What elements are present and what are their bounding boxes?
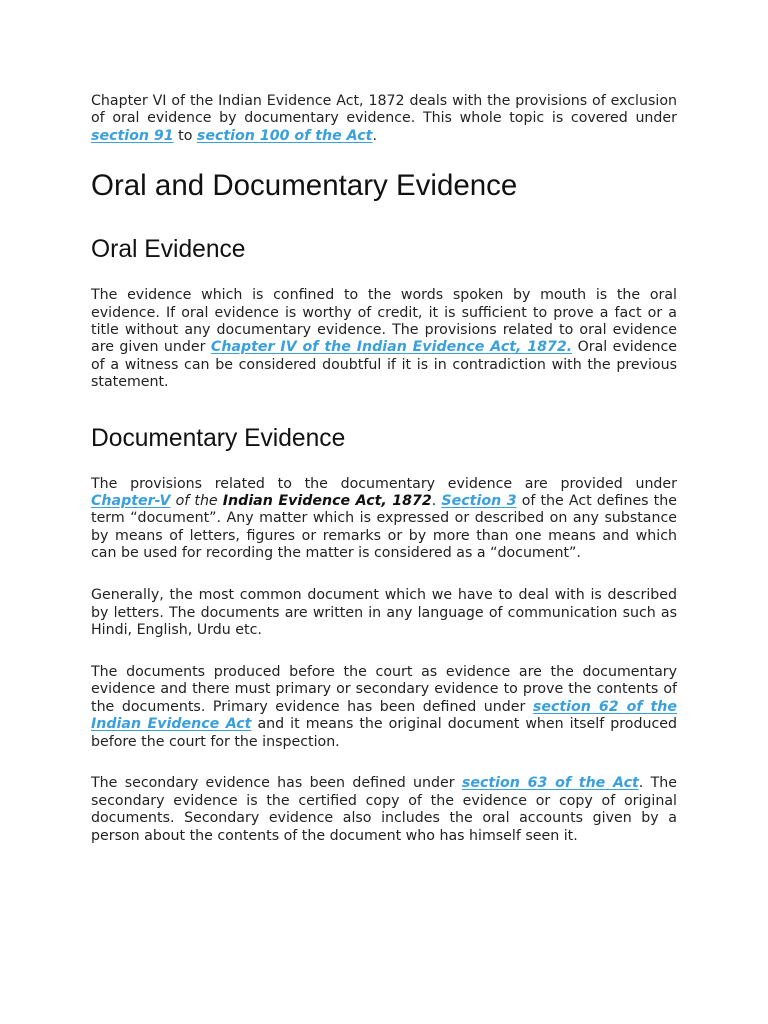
section-63-link[interactable]: section 63 of the Act — [461, 775, 639, 792]
doc-text: . The secondary evidence is the certified copy of the evidence or copy of original documents. Secondary evidence also includes the oral accounts given by a person about the contents of the document who has himself seen it. — [91, 775, 677, 844]
documentary-paragraph-1 — [91, 476, 677, 563]
oral-text: Oral evidence of a witness can be considered doubtful if it is in contradiction with the previous statement. — [91, 339, 678, 391]
chapter-iv-link[interactable]: Chapter IV of the Indian Evidence Act, 1872. — [210, 339, 573, 356]
intro-text: to — [173, 127, 197, 144]
documentary-paragraph-4 — [91, 775, 677, 845]
doc-text: The provisions related to the documentary evidence are provided under — [91, 475, 677, 492]
intro-text: Chapter VI of the Indian Evidence Act, 1872 deals with the provisions of exclusion of oral evidence by documentary evidence. This whole topic is covered under — [91, 93, 677, 127]
spacer — [91, 639, 677, 664]
spacer — [91, 265, 677, 287]
chapter-v-link[interactable]: Chapter-V — [91, 493, 171, 510]
doc-italic-text: of the — [170, 493, 223, 510]
spacer — [91, 454, 677, 476]
spacer — [91, 392, 677, 424]
spacer — [91, 203, 677, 235]
documentary-paragraph-2: Generally, the most common document which we have to deal with is described by letters. The documents are written in any language of communication such as Hindi, English, Urdu etc. — [91, 587, 677, 638]
spacer — [91, 751, 677, 776]
section-91-link[interactable]: section 91 — [91, 127, 174, 144]
doc-text: The documents produced before the court as evidence are the documentary evidence and there must primary or secondary evidence to prove the contents of the documents. Primary evidence has been defined under — [91, 663, 677, 715]
section-100-link[interactable]: section 100 of the Act — [196, 127, 373, 144]
documentary-paragraph-3 — [91, 664, 677, 751]
oral-evidence-heading: Oral Evidence — [91, 236, 246, 264]
doc-text: The secondary evidence has been defined under — [91, 775, 462, 792]
oral-text: The evidence which is confined to the words spoken by mouth is the oral evidence. If oral evidence is worthy of credit, it is sufficient to prove a fact or a title without any documentary evidence. The provisions related to oral evidence are given under — [91, 287, 677, 356]
doc-text: and it means the original document when itself produced before the court for the inspection. — [91, 716, 677, 750]
act-name-text: Indian Evidence Act, 1872 — [222, 493, 432, 510]
documentary-evidence-heading: Documentary Evidence — [91, 424, 346, 452]
oral-evidence-paragraph — [91, 287, 677, 391]
intro-paragraph — [91, 93, 677, 145]
doc-text: . — [431, 493, 442, 510]
intro-text: . — [372, 127, 377, 144]
doc-text: of the Act defines the term “document”. Any matter which is expressed or described on any substance by means of letters, figures or remarks or by more than one means and which can be used for recording the matter is considered as a “document”. — [91, 493, 677, 562]
spacer — [91, 563, 677, 588]
spacer — [91, 145, 677, 169]
section-3-link[interactable]: Section 3 — [441, 493, 517, 510]
section-62-link[interactable]: section 62 of the Indian Evidence Act — [91, 698, 677, 733]
page-title: Oral and Documentary Evidence — [91, 169, 518, 203]
document-page — [91, 93, 677, 845]
